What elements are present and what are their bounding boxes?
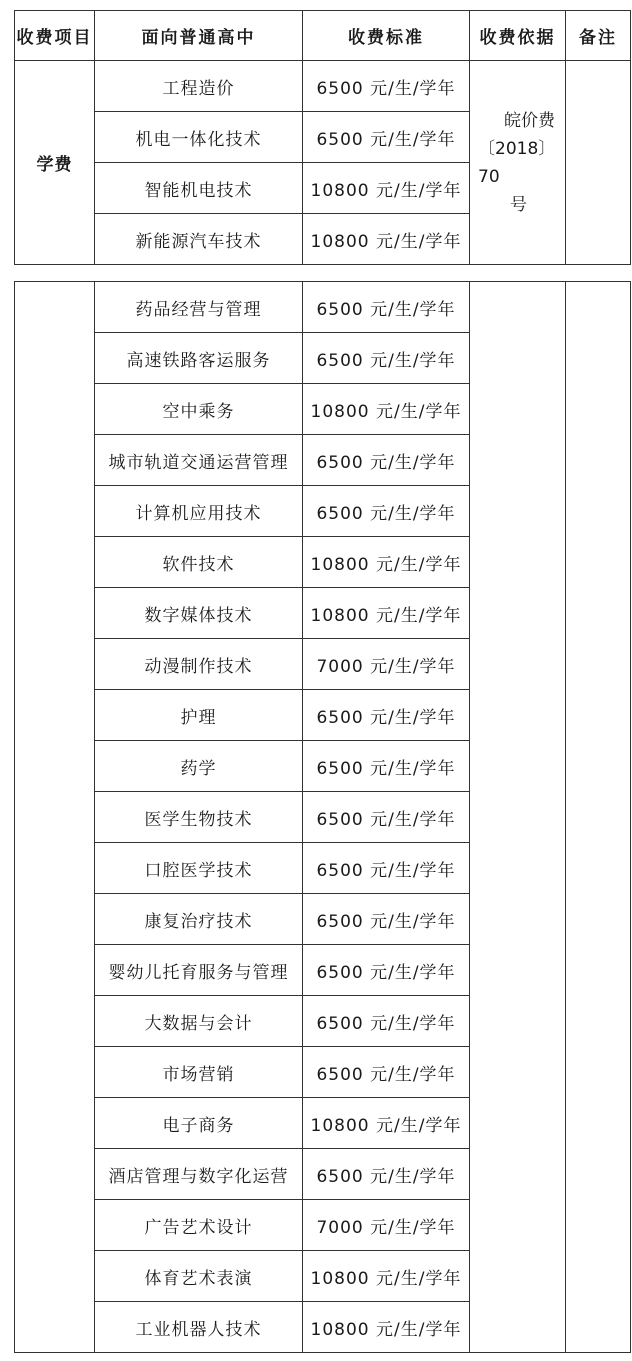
major-cell: 工程造价	[95, 61, 303, 112]
fee-cell: 6500 元/生/学年	[303, 486, 470, 537]
major-cell: 智能机电技术	[95, 163, 303, 214]
fee-cell: 6500 元/生/学年	[303, 61, 470, 112]
major-cell: 药学	[95, 741, 303, 792]
header-major: 面向普通高中	[95, 11, 303, 61]
header-item: 收费项目	[15, 11, 95, 61]
major-cell: 高速铁路客运服务	[95, 333, 303, 384]
header-row	[15, 11, 631, 61]
fee-cell: 10800 元/生/学年	[303, 163, 470, 214]
fee-cell: 10800 元/生/学年	[303, 588, 470, 639]
fee-cell: 6500 元/生/学年	[303, 792, 470, 843]
fee-table-continued	[14, 281, 631, 1353]
fee-cell: 6500 元/生/学年	[303, 894, 470, 945]
basis-line-3: 号	[510, 194, 527, 215]
fee-cell: 6500 元/生/学年	[303, 333, 470, 384]
major-cell: 市场营销	[95, 1047, 303, 1098]
major-cell: 药品经营与管理	[95, 282, 303, 333]
fee-cell: 6500 元/生/学年	[303, 996, 470, 1047]
fee-cell: 10800 元/生/学年	[303, 1302, 470, 1353]
major-cell: 空中乘务	[95, 384, 303, 435]
basis-cell	[470, 61, 566, 265]
fee-cell: 6500 元/生/学年	[303, 690, 470, 741]
basis-line-1: 皖价费	[504, 110, 555, 131]
fee-cell: 6500 元/生/学年	[303, 741, 470, 792]
major-cell: 城市轨道交通运营管理	[95, 435, 303, 486]
fee-cell: 6500 元/生/学年	[303, 1149, 470, 1200]
category-cell: 学费	[15, 61, 95, 265]
fee-table-top	[14, 10, 631, 265]
table-row	[15, 61, 631, 112]
fee-cell: 10800 元/生/学年	[303, 1098, 470, 1149]
fee-cell: 10800 元/生/学年	[303, 537, 470, 588]
fee-cell: 7000 元/生/学年	[303, 639, 470, 690]
major-cell: 动漫制作技术	[95, 639, 303, 690]
major-cell: 体育艺术表演	[95, 1251, 303, 1302]
header-standard: 收费标准	[303, 11, 470, 61]
header-note: 备注	[566, 11, 631, 61]
fee-cell: 6500 元/生/学年	[303, 945, 470, 996]
major-cell: 软件技术	[95, 537, 303, 588]
basis-line-2: 〔2018〕70	[478, 138, 556, 187]
note-cell-empty	[566, 282, 631, 1353]
fee-cell: 7000 元/生/学年	[303, 1200, 470, 1251]
fee-cell: 6500 元/生/学年	[303, 112, 470, 163]
major-cell: 护理	[95, 690, 303, 741]
fee-cell: 6500 元/生/学年	[303, 843, 470, 894]
major-cell: 数字媒体技术	[95, 588, 303, 639]
basis-cell-empty	[470, 282, 566, 1353]
fee-cell: 6500 元/生/学年	[303, 282, 470, 333]
header-basis: 收费依据	[470, 11, 566, 61]
major-cell: 机电一体化技术	[95, 112, 303, 163]
major-cell: 口腔医学技术	[95, 843, 303, 894]
major-cell: 酒店管理与数字化运营	[95, 1149, 303, 1200]
fee-cell: 6500 元/生/学年	[303, 1047, 470, 1098]
note-cell	[566, 61, 631, 265]
major-cell: 婴幼儿托育服务与管理	[95, 945, 303, 996]
table-row	[15, 282, 631, 333]
fee-cell: 6500 元/生/学年	[303, 435, 470, 486]
major-cell: 电子商务	[95, 1098, 303, 1149]
major-cell: 广告艺术设计	[95, 1200, 303, 1251]
major-cell: 新能源汽车技术	[95, 214, 303, 265]
major-cell: 康复治疗技术	[95, 894, 303, 945]
major-cell: 医学生物技术	[95, 792, 303, 843]
fee-cell: 10800 元/生/学年	[303, 214, 470, 265]
fee-cell: 10800 元/生/学年	[303, 1251, 470, 1302]
category-cell-empty	[15, 282, 95, 1353]
major-cell: 计算机应用技术	[95, 486, 303, 537]
fee-cell: 10800 元/生/学年	[303, 384, 470, 435]
major-cell: 工业机器人技术	[95, 1302, 303, 1353]
major-cell: 大数据与会计	[95, 996, 303, 1047]
